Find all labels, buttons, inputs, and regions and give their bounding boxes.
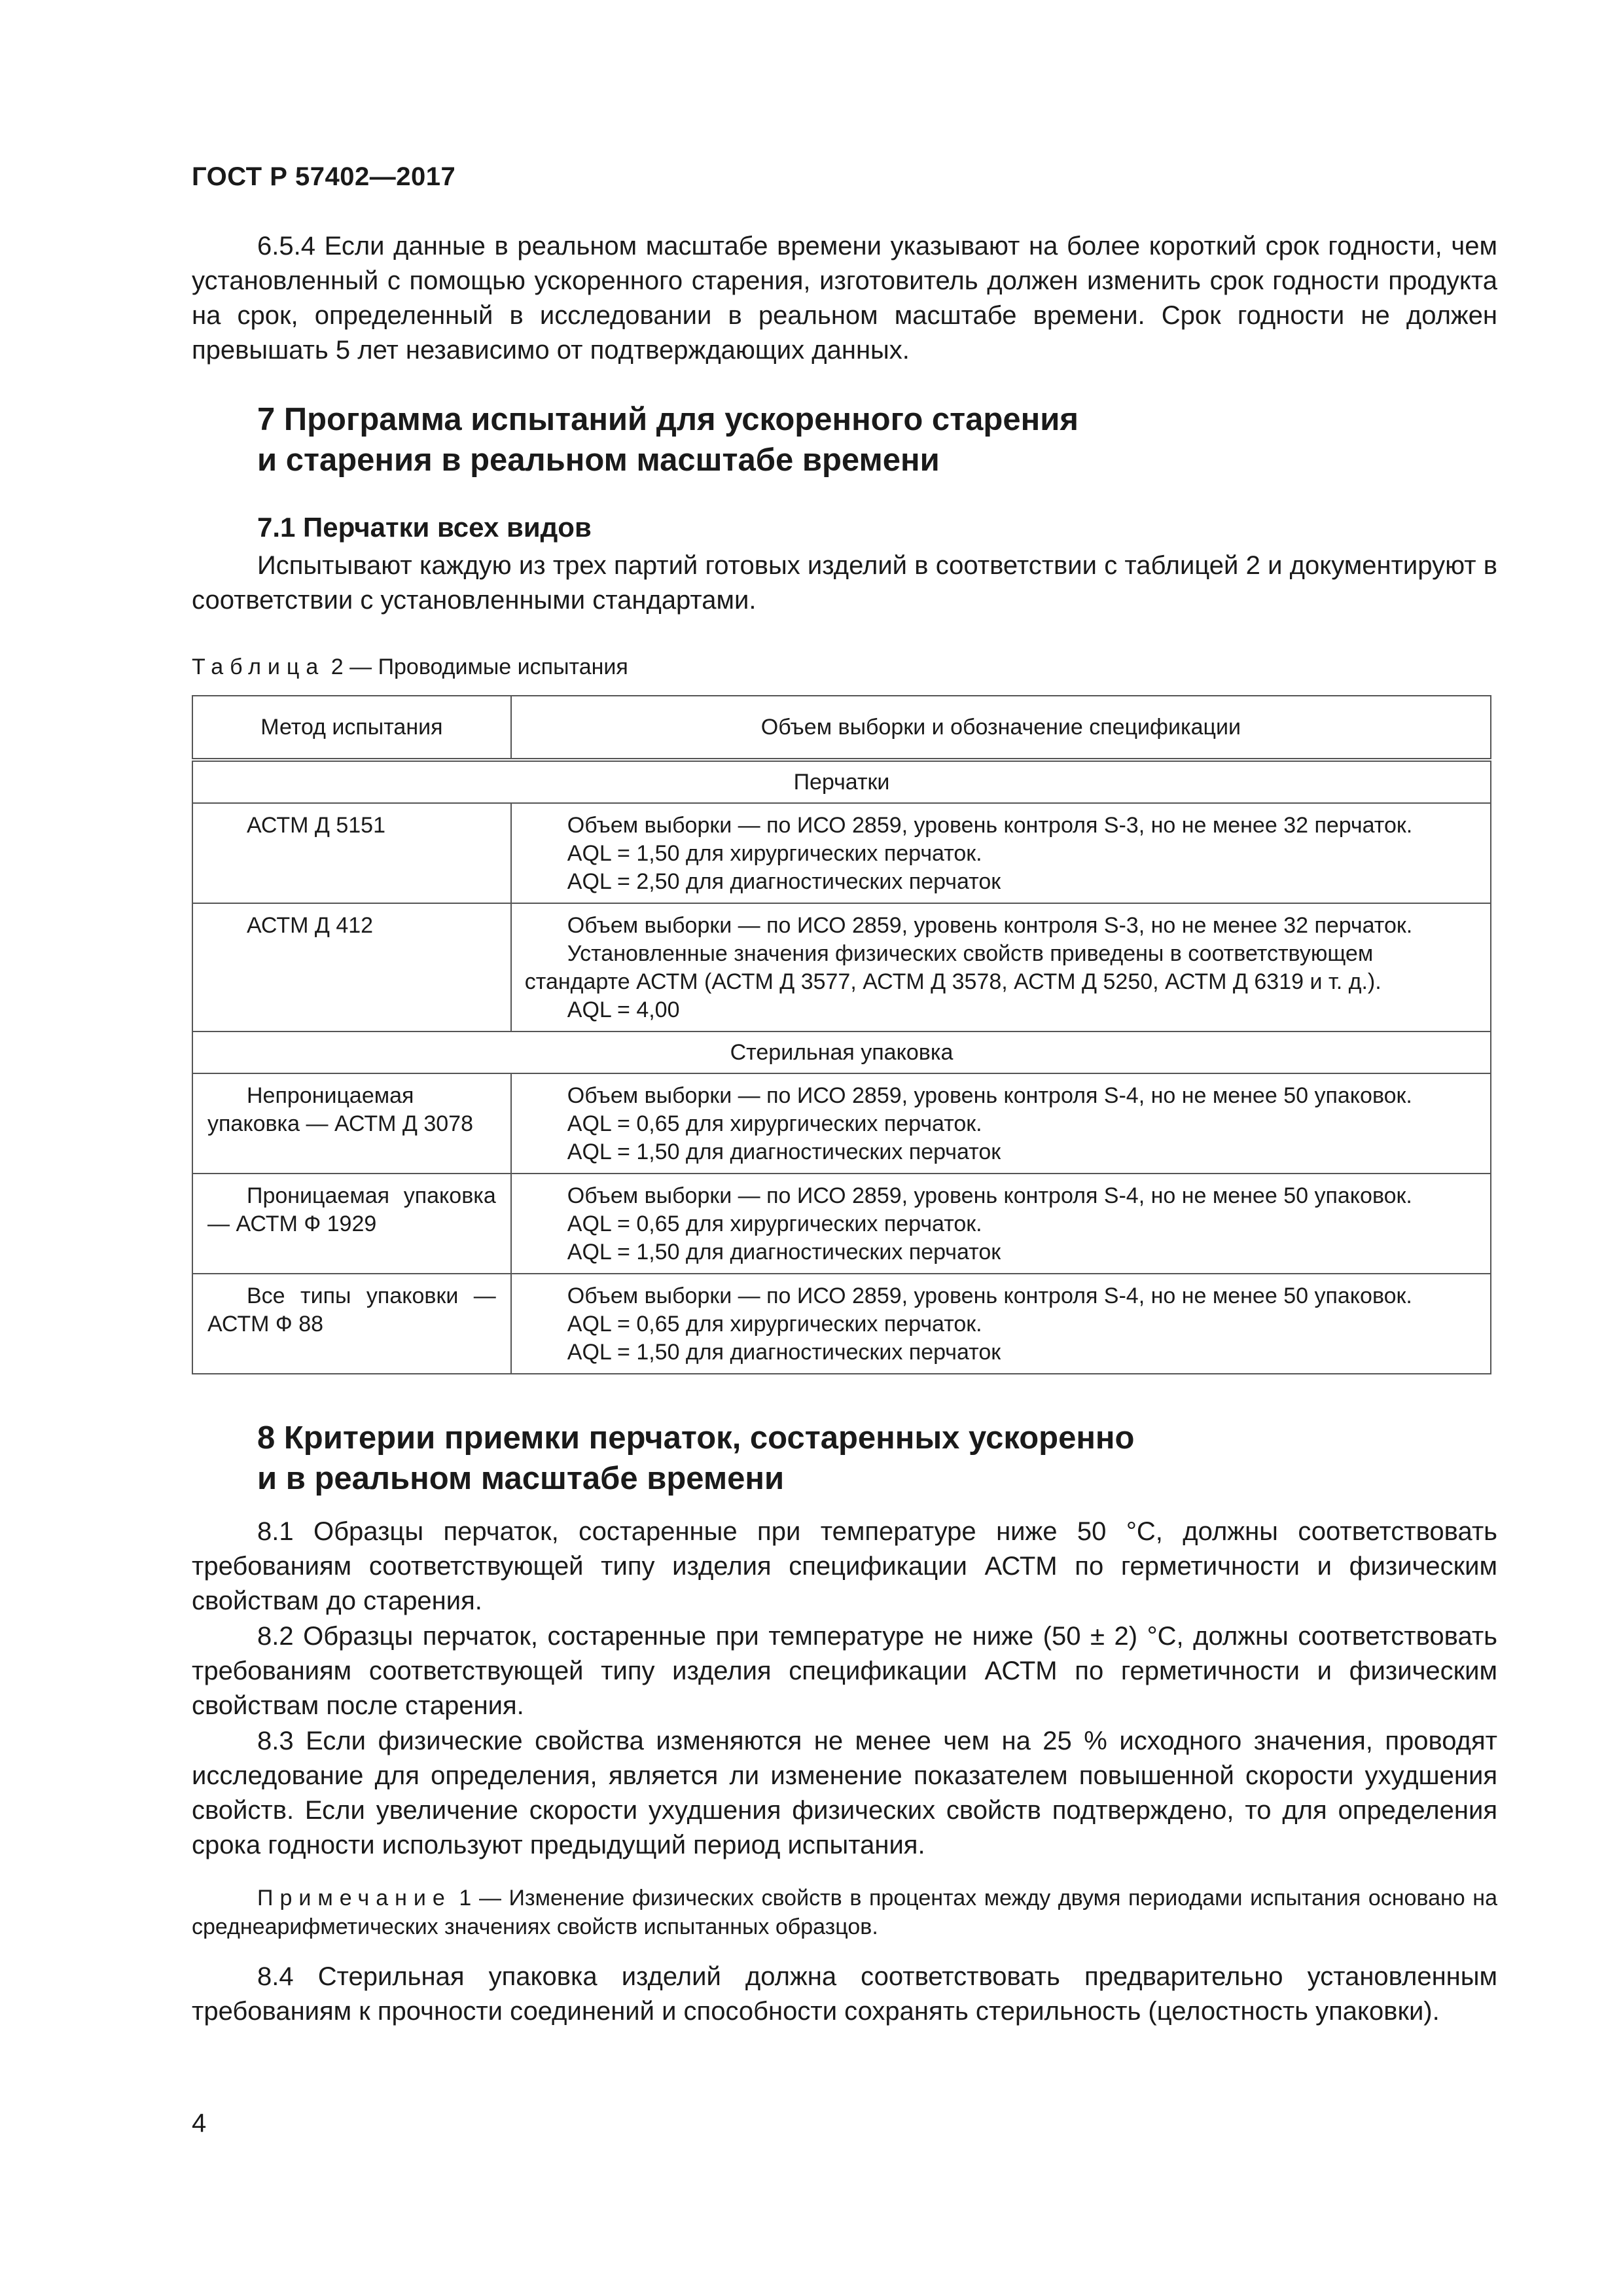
group-row-gloves <box>192 760 1491 803</box>
section-7-title-line1: 7 Программа испытаний для ускоренного старения <box>257 402 1079 437</box>
spec-cell <box>511 803 1491 903</box>
table-2 <box>192 695 1491 1374</box>
column-header-spec: Объем выборки и обозначение спецификации <box>511 696 1491 760</box>
spec-line: AQL = 1,50 для диагностических перчаток <box>567 1340 1001 1365</box>
note-prefix: Примечание <box>257 1886 452 1910</box>
spec-line: AQL = 0,65 для хирургических перчаток. <box>567 1312 982 1336</box>
table-2-caption <box>192 655 628 680</box>
table-row <box>192 1274 1491 1374</box>
method-cell: Непроницаемая упаковка — АСТМ Д 3078 <box>192 1073 511 1174</box>
method-cell: Проницаемая упаковка — АСТМ Ф 1929 <box>192 1174 511 1274</box>
page-number: 4 <box>192 2109 207 2138</box>
table-row <box>192 1073 1491 1174</box>
method-cell: Все типы упаковки — АСТМ Ф 88 <box>192 1274 511 1374</box>
spec-cell <box>511 903 1491 1031</box>
spec-line: AQL = 2,50 для диагностических перчаток <box>567 869 1001 894</box>
paragraph-8-1: 8.1 Образцы перчаток, состаренные при температуре ниже 50 °С, должны соответствовать требованиям соответствующей типу изделия спецификации АСТМ по герметичности и физическим свойствам до старения. <box>192 1517 1497 1615</box>
subsection-7-1-heading: 7.1 Перчатки всех видов <box>257 512 592 543</box>
group-row-sterile-packaging <box>192 1031 1491 1073</box>
paragraph-8-4: 8.4 Стерильная упаковка изделий должна соответствовать предварительно установленным требованиям к прочности соединений и способности сохранять стерильность (целостность упаковки). <box>192 1962 1497 2026</box>
spec-line: AQL = 1,50 для хирургических перчаток. <box>567 841 982 866</box>
paragraph-7-1: Испытывают каждую из трех партий готовых изделий в соответствии с таблицей 2 и документируют в соответствии с установленными стандартами. <box>192 551 1497 615</box>
paragraph-6-5-4: 6.5.4 Если данные в реальном масштабе времени указывают на более короткий срок годности, чем установленный с помощью ускоренного старения, изготовитель должен изменить срок годности продукта на срок, определенный в исследовании в реальном масштабе времени. Срок годности не должен превышать 5 лет независимо от подтверждающих данных. <box>192 232 1497 365</box>
spec-line: Объем выборки — по ИСО 2859, уровень контроля S-4, но не менее 50 упаковок. <box>567 1083 1412 1108</box>
section-8-title-line1: 8 Критерии приемки перчаток, состаренных ускоренно <box>257 1420 1135 1456</box>
group-label: Перчатки <box>192 760 1491 803</box>
group-label: Стерильная упаковка <box>192 1031 1491 1073</box>
table-caption-prefix: Таблица <box>192 655 325 679</box>
table-row <box>192 903 1491 1031</box>
spec-line: AQL = 0,65 для хирургических перчаток. <box>567 1211 982 1236</box>
spec-line: AQL = 1,50 для диагностических перчаток <box>567 1139 1001 1164</box>
spec-line: Объем выборки — по ИСО 2859, уровень контроля S-3, но не менее 32 перчаток. <box>567 813 1413 838</box>
column-header-method: Метод испытания <box>192 696 511 760</box>
method-cell: АСТМ Д 412 <box>192 903 511 1031</box>
method-cell: АСТМ Д 5151 <box>192 803 511 903</box>
table-row <box>192 1174 1491 1274</box>
spec-line: Установленные значения физических свойств приведены в соответствующем <box>567 941 1374 966</box>
spec-line: стандарте АСТМ (АСТМ Д 3577, АСТМ Д 3578, АСТМ Д 5250, АСТМ Д 6319 и т. д.). <box>524 969 1382 994</box>
document-header: ГОСТ Р 57402—2017 <box>192 162 456 191</box>
note-1 <box>192 1884 1497 1941</box>
paragraph-8-2: 8.2 Образцы перчаток, состаренные при температуре не ниже (50 ± 2) °С, должны соответствовать требованиям соответствующей типу изделия спецификации АСТМ по герметичности и физическим свойствам после старения. <box>192 1622 1497 1720</box>
spec-line: AQL = 0,65 для хирургических перчаток. <box>567 1111 982 1136</box>
paragraph-8-3: 8.3 Если физические свойства изменяются не менее чем на 25 % исходного значения, проводят исследование для определения, является ли изменение показателем повышенной скорости ухудшения свойств. Если увеличение скорости ухудшения физических свойств подтверждено, то для определения срока годности используют предыдущий период испытания. <box>192 1727 1497 1859</box>
section-8-heading <box>257 1418 1435 1499</box>
spec-line: Объем выборки — по ИСО 2859, уровень контроля S-4, но не менее 50 упаковок. <box>567 1183 1412 1208</box>
spec-line: AQL = 1,50 для диагностических перчаток <box>567 1240 1001 1265</box>
spec-line: Объем выборки — по ИСО 2859, уровень контроля S-3, но не менее 32 перчаток. <box>567 913 1413 938</box>
spec-cell <box>511 1073 1491 1174</box>
spec-cell <box>511 1174 1491 1274</box>
spec-line: Объем выборки — по ИСО 2859, уровень контроля S-4, но не менее 50 упаковок. <box>567 1283 1412 1308</box>
spec-cell <box>511 1274 1491 1374</box>
table-row <box>192 803 1491 903</box>
table-header-row <box>192 696 1491 760</box>
spec-line: AQL = 4,00 <box>567 997 680 1022</box>
section-7-title-line2: и старения в реальном масштабе времени <box>257 442 940 478</box>
note-text: 1 — Изменение физических свойств в процентах между двумя периодами испытания основано на среднеарифметических значениях свойств испытанных образцов. <box>192 1886 1497 1939</box>
table-caption-title: 2 — Проводимые испытания <box>330 655 628 679</box>
section-7-heading <box>257 399 1435 480</box>
section-8-title-line2: и в реальном масштабе времени <box>257 1461 785 1496</box>
